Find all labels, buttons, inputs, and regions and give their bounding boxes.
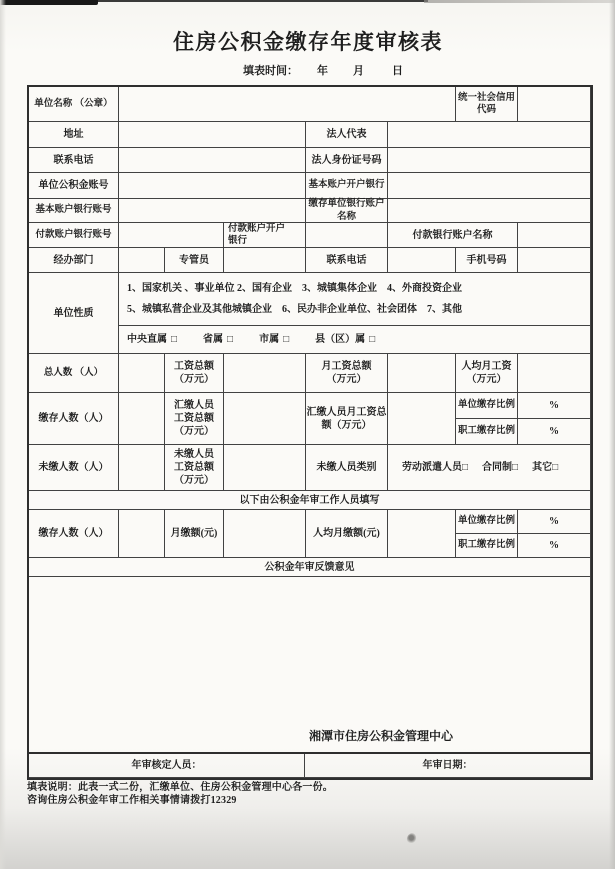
monthly-amount-label-cell: 月缴额(元) xyxy=(165,510,224,558)
basic-bank-value-cell xyxy=(388,173,591,199)
salary-total-label-text: 工资总额（万元） xyxy=(174,361,214,385)
management-center-signature: 湘潭市住房公积金管理中心 xyxy=(308,729,453,743)
checkbox-icon: □ xyxy=(462,462,469,473)
pay-bank-value-cell xyxy=(306,223,388,248)
uscc-value-cell xyxy=(518,87,591,122)
unpaid-option-dispatch xyxy=(402,461,468,474)
salary-total-value-cell xyxy=(224,354,306,393)
checkbox-icon: □ xyxy=(552,462,559,473)
unit-nature-options-cell xyxy=(119,273,591,326)
unpaid-salary-value-cell xyxy=(224,445,306,491)
affiliation-county-label: 县（区）属 xyxy=(315,334,366,345)
deposit-account-name-text: 缴存单位银行账户名称 xyxy=(308,199,385,222)
affiliation-province-label: 省属 xyxy=(203,334,224,345)
staff-ratio-value-cell: % xyxy=(518,419,591,445)
auditor-label-cell: 年审核定人员： xyxy=(29,754,305,778)
unit-nature-options-line2: 5、城镇私营企业及其他城镇企业 6、民办非企业单位、社会团体 7、其他 xyxy=(127,304,462,316)
affiliation-city-label: 市属 xyxy=(259,334,280,345)
deposit-account-name-label-cell xyxy=(306,199,388,223)
pay-bank-label-cell xyxy=(224,223,306,248)
staff-section-header: 以下由公积金年审工作人员填写 xyxy=(29,491,591,510)
legal-rep-value-cell xyxy=(388,122,591,148)
form-table xyxy=(27,85,593,780)
fill-date-year: 年 xyxy=(317,65,328,77)
affiliation-central-label: 中央直属 xyxy=(127,334,167,345)
affiliation-county xyxy=(315,333,375,346)
staff-unit-ratio-value-cell: % xyxy=(518,510,591,534)
legal-id-value-cell xyxy=(388,148,591,173)
dept-label-cell: 经办部门 xyxy=(29,248,119,273)
unpaid-type-options-cell xyxy=(388,445,591,491)
remit-salary-label-text: 汇缴人员工资总额（万元） xyxy=(174,400,214,437)
staff-ratio-label-cell: 职工缴存比例 xyxy=(456,419,518,445)
manager-label-cell: 专管员 xyxy=(165,248,224,273)
unit-ratio-label-cell: 单位缴存比例 xyxy=(456,393,518,419)
total-people-label-cell: 总人数 （人） xyxy=(29,354,119,393)
unpaid-option-dispatch-label: 劳动派遣人员 xyxy=(402,462,462,473)
fill-date-line xyxy=(0,62,615,78)
deposit-account-name-value-cell xyxy=(388,199,591,223)
address-value-cell xyxy=(119,122,306,148)
scan-top-gray-artifact xyxy=(424,0,615,3)
unpaid-option-other xyxy=(532,461,558,474)
unpaid-option-contract-label: 合同制 xyxy=(482,462,513,473)
unpaid-salary-label-text: 未缴人员工资总额（万元） xyxy=(174,449,214,486)
remit-monthly-label-cell xyxy=(306,393,388,445)
basic-account-label-cell: 基本账户银行账号 xyxy=(29,199,119,223)
unpaid-people-value-cell xyxy=(119,445,165,491)
form-title: 住房公积金缴存年度审核表 xyxy=(173,30,443,54)
monthly-salary-label-cell xyxy=(306,354,388,393)
avg-salary-label-cell xyxy=(456,354,518,393)
affiliation-central xyxy=(127,333,177,346)
remit-monthly-label-text: 汇缴人员月工资总额（万元） xyxy=(306,406,387,431)
monthly-salary-label-text: 月工资总额（万元） xyxy=(321,361,372,385)
basic-bank-label-cell: 基本账户开户银行 xyxy=(306,173,388,199)
checkbox-icon: □ xyxy=(283,334,290,345)
mobile-label-cell: 手机号码 xyxy=(456,248,518,273)
audit-date-label-cell: 年审日期： xyxy=(305,754,591,778)
footnote-line1: 填表说明：此表一式二份，汇缴单位、住房公积金管理中心各一份。 xyxy=(27,782,333,793)
staff-unit-ratio-label-cell: 单位缴存比例 xyxy=(456,510,518,534)
checkbox-icon: □ xyxy=(171,334,178,345)
contact-phone-value-cell xyxy=(119,148,306,173)
footnote-line2: 咨询住房公积金年审工作相关事情请拨打12329 xyxy=(27,795,237,806)
unpaid-people-label-cell: 未缴人数（人） xyxy=(29,445,119,491)
remit-salary-value-cell xyxy=(224,393,306,445)
unit-nature-label-cell: 单位性质 xyxy=(29,273,119,354)
legal-id-label-cell: 法人身份证号码 xyxy=(306,148,388,173)
unpaid-type-label-cell: 未缴人员类别 xyxy=(306,445,388,491)
staff-deposit-value-cell xyxy=(119,510,165,558)
unit-name-label-cell: 单位名称 （公章） xyxy=(29,87,119,122)
deposit-people-label-cell: 缴存人数（人） xyxy=(29,393,119,445)
staff-deposit-label-cell: 缴存人数（人） xyxy=(29,510,119,558)
total-people-value-cell xyxy=(119,354,165,393)
affiliation-province xyxy=(203,333,233,346)
deposit-people-value-cell xyxy=(119,393,165,445)
avg-monthly-amount-label-cell: 人均月缴额(元) xyxy=(306,510,388,558)
affiliation-row-cell xyxy=(119,326,591,354)
staff-staff-ratio-value-cell: % xyxy=(518,534,591,558)
pay-account-name-value-cell xyxy=(518,223,591,248)
pay-bank-label-text: 付款账户开户银行 xyxy=(228,223,286,246)
feedback-header: 公积金年审反馈意见 xyxy=(29,558,591,577)
monthly-salary-value-cell xyxy=(388,354,456,393)
affiliation-city xyxy=(259,333,289,346)
uscc-label-text: 统一社会信用代码 xyxy=(457,92,515,115)
unpaid-salary-label-cell xyxy=(165,445,224,491)
remit-salary-label-cell xyxy=(165,393,224,445)
staff-staff-ratio-label-cell: 职工缴存比例 xyxy=(456,534,518,558)
avg-salary-value-cell xyxy=(518,354,591,393)
basic-account-value-cell xyxy=(119,199,306,223)
manager-value-cell xyxy=(224,248,306,273)
unit-ratio-value-cell: % xyxy=(518,393,591,419)
address-label-cell: 地址 xyxy=(29,122,119,148)
scan-top-line-artifact xyxy=(0,0,428,2)
pay-account-value-cell xyxy=(119,223,224,248)
avg-monthly-amount-value-cell xyxy=(388,510,456,558)
uscc-label-cell xyxy=(456,87,518,122)
pay-account-name-label-cell: 付款银行账户名称 xyxy=(388,223,518,248)
pay-account-label-cell: 付款账户银行账号 xyxy=(29,223,119,248)
scan-top-bar-artifact xyxy=(0,0,98,5)
unpaid-option-contract xyxy=(482,461,518,474)
legal-rep-label-cell: 法人代表 xyxy=(306,122,388,148)
unpaid-option-other-label: 其它 xyxy=(532,462,553,473)
avg-salary-label-text: 人均月工资（万元） xyxy=(461,361,512,385)
remit-monthly-value-cell xyxy=(388,393,456,445)
checkbox-icon: □ xyxy=(512,462,519,473)
dept-phone-label-cell: 联系电话 xyxy=(306,248,388,273)
salary-total-label-cell xyxy=(165,354,224,393)
fill-date-label: 填表时间： xyxy=(243,65,298,77)
checkbox-icon: □ xyxy=(227,334,234,345)
fill-date-month: 月 xyxy=(353,65,364,77)
mobile-value-cell xyxy=(518,248,591,273)
contact-phone-label-cell: 联系电话 xyxy=(29,148,119,173)
fund-account-value-cell xyxy=(119,173,306,199)
scan-right-edge-shadow xyxy=(609,0,615,869)
checkbox-icon: □ xyxy=(369,334,376,345)
fund-account-label-cell: 单位公积金账号 xyxy=(29,173,119,199)
scan-left-edge-shadow xyxy=(0,0,6,869)
dept-value-cell xyxy=(119,248,165,273)
fill-date-day: 日 xyxy=(392,65,403,77)
unit-name-value-cell xyxy=(119,87,456,122)
unit-nature-options-line1: 1、国家机关 、事业单位 2、国有企业 3、城镇集体企业 4、外商投资企业 xyxy=(127,282,462,294)
dept-phone-value-cell xyxy=(388,248,456,273)
scan-speck-artifact xyxy=(405,832,418,846)
monthly-amount-value-cell xyxy=(224,510,306,558)
